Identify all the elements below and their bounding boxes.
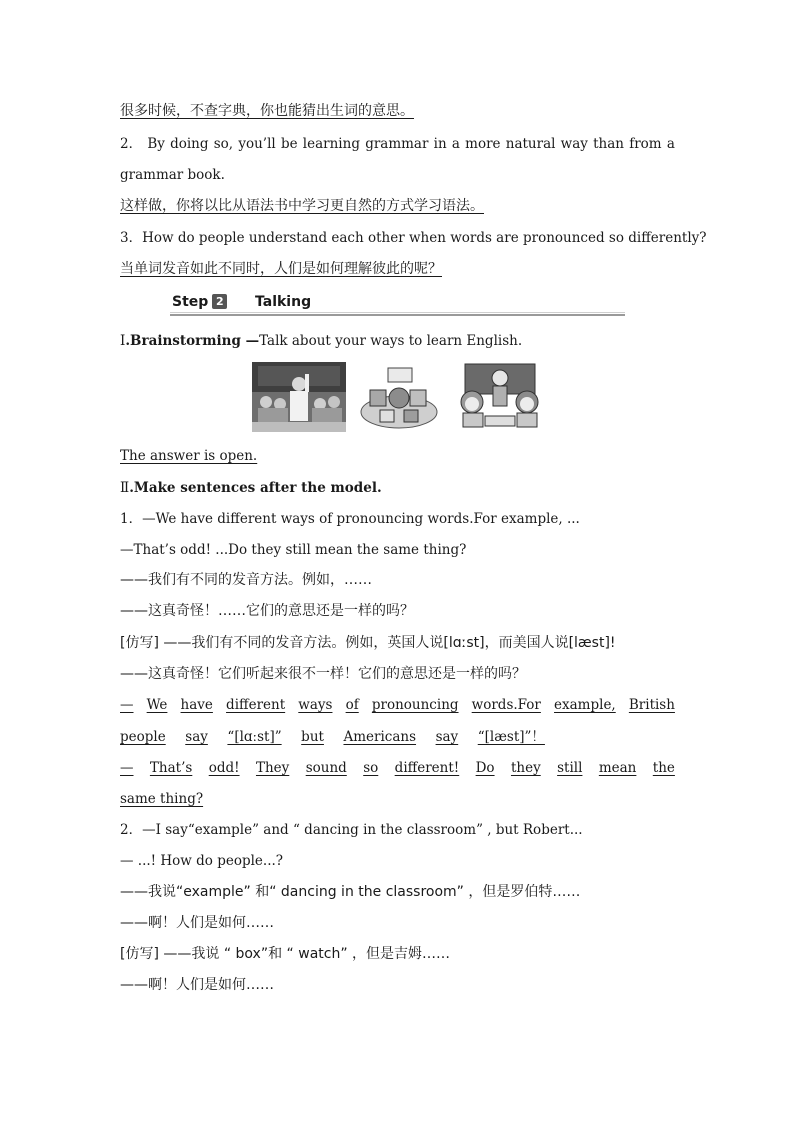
ex1-line-d: ——这真奇怪！……它们的意思还是一样的吗？	[120, 603, 414, 619]
teacher-with-children-illustration	[455, 362, 543, 432]
answer-word: example,	[554, 697, 616, 713]
step-header	[170, 294, 625, 316]
answer-word: They	[255, 760, 290, 776]
answer-word: sound	[305, 760, 347, 776]
classroom-photo	[252, 362, 346, 432]
answer-word: We	[146, 697, 168, 713]
sentence-word: more	[465, 136, 501, 152]
ex1-answer-line-3	[120, 758, 675, 778]
sentence-word: By	[147, 136, 165, 152]
ex1-line-a: 1．—We have different ways of pronouncing words.For example, ...	[120, 511, 580, 527]
answer-word: they	[510, 760, 541, 776]
section-1-heading	[120, 331, 522, 351]
sentence-word: from	[629, 136, 662, 152]
section-2-numeral: Ⅱ	[120, 480, 130, 496]
answer-word: words.For	[471, 697, 541, 713]
sentence-word: in	[433, 136, 447, 152]
answer-word: “[lɑːst]”	[227, 729, 282, 745]
ex2-line-f: ——啊！人们是如何……	[120, 977, 274, 993]
answer-word: have	[180, 697, 213, 713]
answer-word: odd!	[208, 760, 240, 776]
sentence-word: doing	[170, 136, 209, 152]
section-1-prompt: Talk about your ways to learn English.	[259, 333, 523, 349]
step-number-badge: 2	[212, 294, 227, 309]
section-1-title: .Brainstorming —	[125, 333, 260, 349]
answer-word: Americans	[343, 729, 417, 745]
answer-word: British	[628, 697, 675, 713]
step-divider	[170, 314, 625, 316]
step-word: Step	[172, 294, 209, 310]
sentence-3: 3．How do people understand each other when words are pronounced so differently?	[120, 230, 707, 246]
answer-word: the	[652, 760, 675, 776]
answer-word: different!	[394, 760, 460, 776]
answer-word: of	[345, 697, 359, 713]
ex1-answer-line-4: same thing?	[120, 791, 204, 807]
answer-word: say	[435, 729, 459, 745]
sentence-word: you’ll	[238, 136, 276, 152]
sentence-number: 2．	[120, 136, 143, 152]
sentence-2-line-1	[120, 134, 675, 154]
answer-word: people	[120, 729, 166, 745]
ex1-imitation: [仿写] ——我们有不同的发音方法。例如，英国人说[lɑːst]，而美国人说[læst]!	[120, 635, 616, 651]
answer-word: Do	[475, 760, 495, 776]
sentence-word: be	[280, 136, 298, 152]
answer-word: ways	[298, 697, 333, 713]
ex1-line-b: —That’s odd! ...Do they still mean the same thing?	[120, 542, 467, 558]
step-title: Talking	[255, 294, 312, 310]
dash: —	[120, 697, 134, 713]
answer-word: different	[226, 697, 286, 713]
ex1-answer-line-2	[120, 727, 545, 747]
answer-word: but	[301, 729, 324, 745]
sentence-2-line-2: grammar book.	[120, 167, 225, 183]
translation-line-2: 这样做，你将以比从语法书中学习更自然的方式学习语法。	[120, 198, 484, 214]
ex2-line-c: ——我说“example” 和“ dancing in the classroom” ，但是罗伯特……	[120, 884, 581, 900]
section-1-numeral: Ⅰ	[120, 333, 126, 349]
answer-word: pronouncing	[371, 697, 459, 713]
answer-word: That’s	[149, 760, 193, 776]
translation-line-3: 当单词发音如此不同时，人们是如何理解彼此的呢？	[120, 261, 442, 277]
step-divider-thin	[170, 312, 625, 313]
sentence-word: than	[593, 136, 624, 152]
answer-open: The answer is open.	[120, 448, 258, 464]
sentence-word: natural	[505, 136, 556, 152]
step-label	[172, 294, 227, 310]
english-blocks-illustration	[358, 362, 440, 432]
section-2-heading	[120, 478, 382, 498]
answer-word: say	[185, 729, 208, 745]
dash: —	[120, 760, 134, 776]
ex1-answer-line-1	[120, 695, 675, 715]
sentence-word: learning	[302, 136, 360, 152]
ex2-imitation: [仿写] ——我说 “ box”和 “ watch” ，但是吉姆……	[120, 946, 451, 962]
answer-word: “[læst]”！	[477, 729, 545, 745]
sentence-word: grammar	[365, 136, 429, 152]
translation-line-1: 很多时候，不查字典，你也能猜出生词的意思。	[120, 103, 414, 119]
answer-word: so	[363, 760, 379, 776]
sentence-word: a	[451, 136, 460, 152]
answer-word: mean	[598, 760, 637, 776]
sentence-word: so,	[213, 136, 234, 152]
ex2-line-d: ——啊！人们是如何……	[120, 915, 274, 931]
ex1-line-f: ——这真奇怪！它们听起来很不一样！它们的意思还是一样的吗？	[120, 666, 526, 682]
ex1-line-c: ——我们有不同的发音方法。例如，……	[120, 572, 372, 588]
sentence-word: a	[666, 136, 675, 152]
ex2-line-b: — ...! How do people...?	[120, 853, 284, 869]
sentence-word: way	[560, 136, 588, 152]
ex2-line-a: 2．—I say“example” and “ dancing in the classroom” , but Robert...	[120, 822, 583, 838]
answer-word: still	[557, 760, 583, 776]
section-2-title: .Make sentences after the model.	[129, 480, 382, 496]
